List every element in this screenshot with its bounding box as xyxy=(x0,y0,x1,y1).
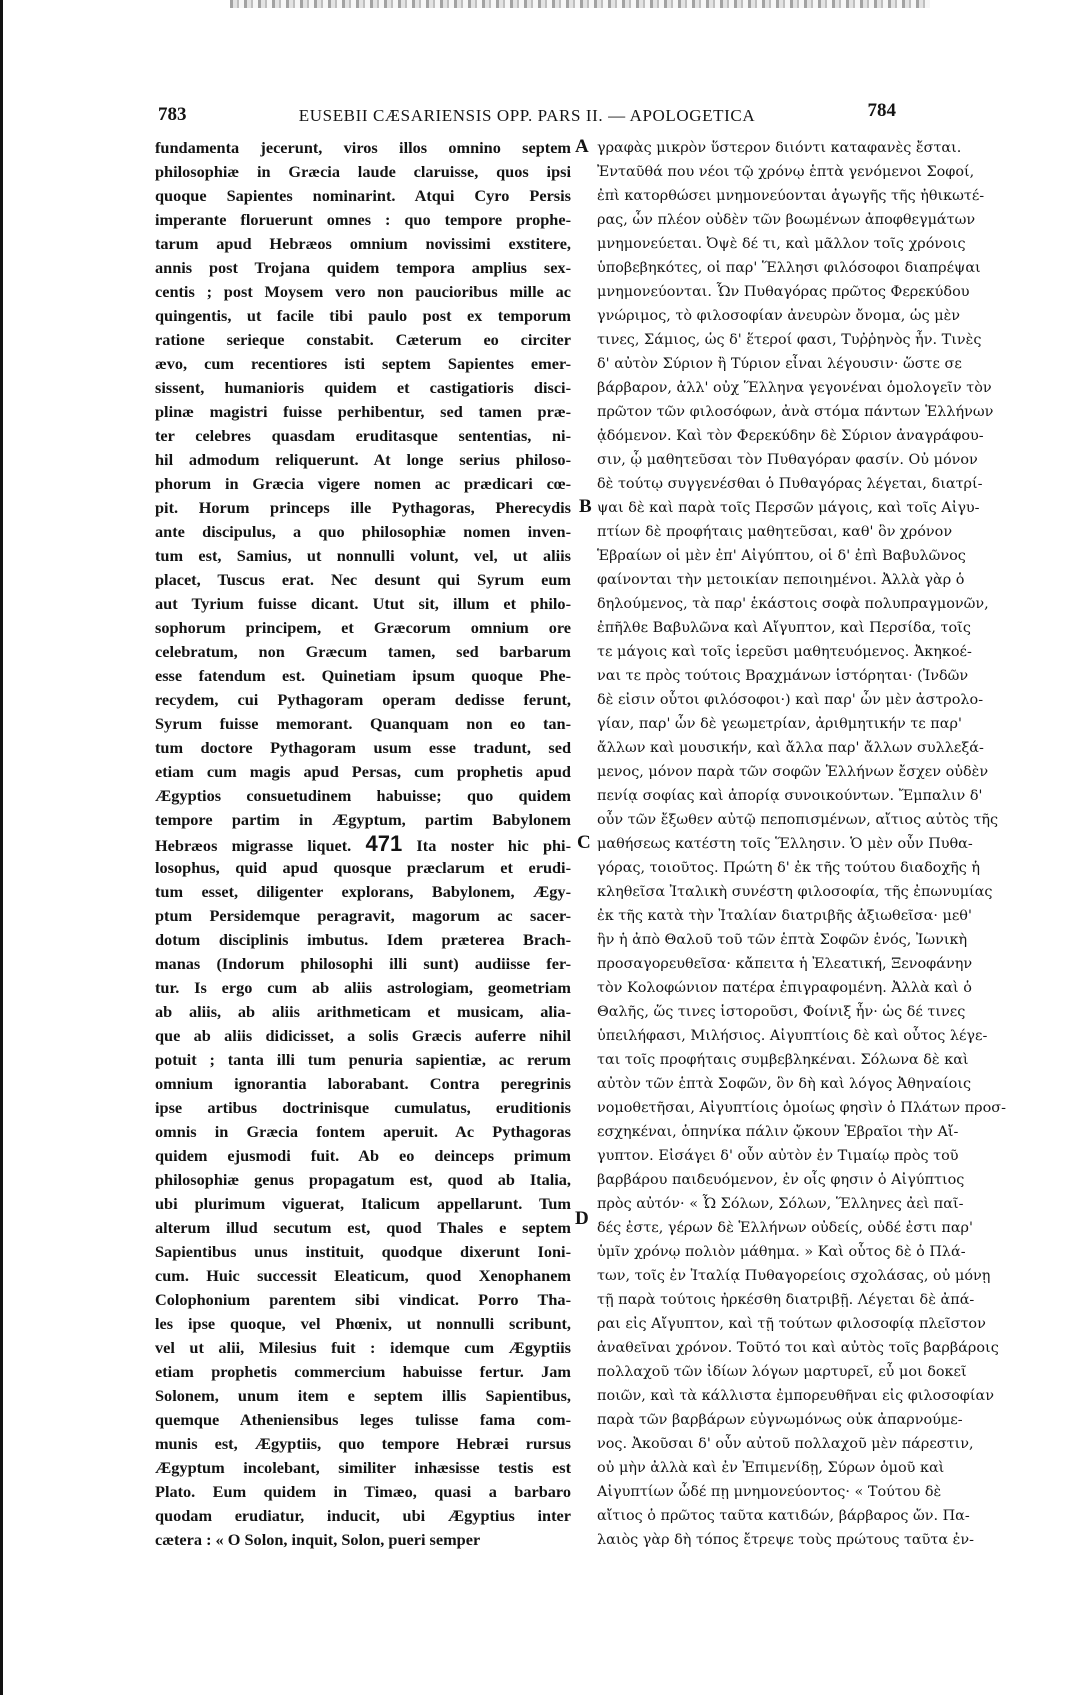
greek-text-line: λαιὸς γὰρ δὴ τόπος ἔτρεψε τοὺς πρώτους ταῦτα ἐν- xyxy=(597,1532,974,1548)
latin-text-line: annis post Trojana quidem tempora amplius sex- xyxy=(155,258,571,277)
greek-text-line: ἐκ τῆς κατὰ τὴν Ἰταλίαν διατριβῆς ἀξιωθεῖσα· μεθ' xyxy=(597,908,972,924)
greek-text-line: γνώριμος, τὸ φιλοσοφίαν ἀνευρὼν ὄνομα, ὡς μὲν xyxy=(597,308,961,324)
greek-text-line: τῇ παρὰ τούτοις ἠρκέσθη διατριβῇ. Λέγεται δὲ ἀπά- xyxy=(597,1292,975,1308)
latin-text-line: tur. Is ergo cum ab aliis astrologiam, geometriam xyxy=(155,978,571,997)
latin-text-line: phorum in Græcia vigere nomen ac prædicari cœ- xyxy=(155,474,571,493)
greek-text-line: βάρβαρον, ἀλλ' οὐχ Ἕλληνα γεγονέναι ὁμολογεῖν τὸν xyxy=(597,380,992,396)
latin-text-line: aut Tyrium fuisse dicant. Utut sit, illum et philo- xyxy=(155,594,571,613)
latin-text-line: tarum apud Hebræos omnium novissimi exstitere, xyxy=(155,234,571,253)
greek-text-line: δές ἐστε, γέρων δὲ Ἑλλήνων οὐδείς, οὐδέ ἐστι παρ' xyxy=(597,1220,973,1236)
latin-text-line: Colophonium parentem sibi vindicat. Porro Tha- xyxy=(155,1290,571,1309)
greek-text-line: πενίᾳ σοφίας καὶ ἀπορίᾳ συνοικούντων. Ἔμπαλιν δ' xyxy=(597,788,983,804)
latin-text-line: Ægyptios consuetudinem habuisse; quo quidem xyxy=(155,786,571,805)
latin-text-line: sophorum principem, et Græcorum omnium ore xyxy=(155,618,571,637)
latin-text-line: plinæ magistri fuisse perhibentur, sed tamen præ- xyxy=(155,402,571,421)
page-number-right: 784 xyxy=(867,100,896,121)
greek-text-line: ᾀδόμενον. Καὶ τὸν Φερεκύδην δὲ Σύριον ἀναγράφου- xyxy=(597,428,984,444)
page-number-left: 783 xyxy=(158,104,187,125)
greek-text-line: ὑπειλήφασι, Μιλήσιος. Αἰγυπτίοις δὲ καὶ οὗτος λέγε- xyxy=(597,1028,988,1044)
greek-text-line: ραι εἰς Αἴγυπτον, καὶ τῇ τούτων φιλοσοφίᾳ πλεῖστον xyxy=(597,1316,986,1332)
greek-text-line: τε μάγοις καὶ τοῖς ἱερεῦσι μαθητευόμενος. Ἀκηκοέ- xyxy=(597,644,972,660)
greek-text-line: πρὸς αὐτόν· « Ὦ Σόλων, Σόλων, Ἕλληνες ἀεὶ παῖ- xyxy=(597,1196,964,1212)
latin-text-line: ptum Persidemque peragravit, magorum ac sacer- xyxy=(155,906,571,925)
greek-text-line: νομοθετῆσαι, Αἰγυπτίοις ὁμοίως φησὶν ὁ Πλάτων προσ- xyxy=(597,1100,1006,1116)
latin-text-line: potuit ; tanta illi tum penuria sapientiæ, ac rerum xyxy=(155,1050,571,1069)
greek-text-line: δηλούμενος, τὰ παρ' ἑκάστοις σοφὰ πολυπραγμονῶν, xyxy=(597,596,989,612)
greek-text-line: σιν, ᾧ μαθητεῦσαι τὸν Πυθαγόραν φασίν. Οὐ μόνον xyxy=(597,452,978,468)
greek-text-line: δὲ τούτῳ συγγενέσθαι ὁ Πυθαγόρας λέγεται, διατρί- xyxy=(597,476,983,492)
latin-text-line: cum. Huic successit Eleaticum, quod Xenophanem xyxy=(155,1266,571,1285)
greek-text-line: τὸν Κολοφώνιον πατέρα ἐπιγραφομένη. Ἀλλὰ καὶ ὁ xyxy=(597,980,972,996)
latin-text-line: Sapientibus unus instituit, quodque dixerunt Ioni- xyxy=(155,1242,571,1261)
greek-text-line: αὐτὸν τῶν ἑπτὰ Σοφῶν, ὃν δὴ καὶ λόγος Ἀθηναίοις xyxy=(597,1076,972,1092)
greek-text-line: οὐ μὴν ἀλλὰ καὶ ἐν Ἐπιμενίδῃ, Σύρων ὁμοῦ καὶ xyxy=(597,1460,945,1476)
latin-text-line: que ab aliis didicisset, a solis Græcis auferre nihil xyxy=(155,1026,571,1045)
greek-text-line: τινες, Σάμιος, ὡς δ' ἕτεροί φασι, Τυῤῥηνὸς ἦν. Τινὲς xyxy=(597,332,982,348)
greek-text-line: φαίνονται τὴν μετοικίαν πεποιημένοι. Ἀλλὰ γὰρ ὁ xyxy=(597,572,965,588)
scan-artifact xyxy=(230,0,930,8)
greek-text-line: πτίων δὲ προφήταις μαθητεῦσαι, καθ' ὃν χρόνον xyxy=(597,524,953,540)
greek-text-line: ψαι δὲ καὶ παρὰ τοῖς Περσῶν μάγοις, καὶ τοῖς Αἰγυ- xyxy=(597,500,980,516)
latin-text-line: cætera : « O Solon, inquit, Solon, pueri semper xyxy=(155,1530,481,1549)
latin-text-line: quidem ejusmodi fuit. Ab eo deinceps primum xyxy=(155,1146,571,1165)
latin-text-line: ter celebres quasdam eruditasque sententias, ni- xyxy=(155,426,571,445)
greek-text-column xyxy=(597,136,1006,1552)
section-marker-b: B xyxy=(579,496,592,517)
latin-text-column xyxy=(155,136,571,1552)
latin-text-line: hil admodum reliquerunt. At longe serius philoso- xyxy=(155,450,571,469)
latin-text-line: tum esset, diligenter explorans, Babylonem, Ægy- xyxy=(155,882,571,901)
latin-text-line: philosophiæ in Græcia laude claruisse, quos ipsi xyxy=(155,162,571,181)
latin-text-line: placet, Tuscus erat. Nec desunt qui Syrum eum xyxy=(155,570,571,589)
latin-text-line: quingentis, ut facile tibi paulo post ex temporum xyxy=(155,306,571,325)
greek-text-line: ἣν ἡ ἀπὸ Θαλοῦ τοῦ τῶν ἑπτὰ Σοφῶν ἑνός, Ἰωνικὴ xyxy=(597,932,968,948)
greek-text-line: κληθεῖσα Ἰταλικὴ συνέστη φιλοσοφία, τῆς ἐπωνυμίας xyxy=(597,884,993,900)
latin-text-line: ipse artibus doctrinisque cumulatus, eruditionis xyxy=(155,1098,571,1117)
latin-text-line: quemque Atheniensibus leges tulisse fama com- xyxy=(155,1410,571,1429)
latin-text-line: quodam erudiatur, inducit, ubi Ægyptius inter xyxy=(155,1506,571,1525)
section-marker-c: C xyxy=(577,832,591,853)
greek-text-line: αἴτιος ὁ πρῶτος ταῦτα κατιδών, βάρβαρος ὤν. Πα- xyxy=(597,1508,970,1524)
latin-text-line: celebratum, non Græcum tamen, sed barbarum xyxy=(155,642,571,661)
latin-text-line: tum est, Samius, ut nonnulli volunt, vel, ut aliis xyxy=(155,546,571,565)
latin-text-line: centis ; post Moysem vero non paucioribus mille ac xyxy=(155,282,571,301)
greek-text-line: νος. Ἀκοῦσαι δ' οὖν αὐτοῦ πολλαχοῦ μὲν πάρεστιν, xyxy=(597,1436,974,1452)
greek-text-line: βαρβάρου παιδευόμενον, ἐν οἷς φησιν ὁ Αἰγύπτιος xyxy=(597,1172,965,1188)
greek-text-line: μνημονεύονται. Ὧν Πυθαγόρας πρῶτος Φερεκύδου xyxy=(597,284,970,300)
latin-text-line: dotum disciplinis imbutus. Idem præterea Brach- xyxy=(155,930,571,949)
latin-text-line: tum doctore Pythagoram usum esse tradunt, sed xyxy=(155,738,571,757)
running-header xyxy=(158,100,896,134)
latin-text-line: philosophiæ genus propagatum est, quod ab Italia, xyxy=(155,1170,571,1189)
latin-text-line: esse fatendum est. Quinetiam ipsum quoque Phe- xyxy=(155,666,571,685)
latin-text-line: imperante floruerunt omnes : quo tempore prophe- xyxy=(155,210,571,229)
greek-text-line: δὲ εἰσιν οὗτοι φιλόσοφοι·) καὶ παρ' ὧν μὲν ἀστρολο- xyxy=(597,692,984,708)
latin-text-line: ante discipulus, a quo philosophiæ nomen inven- xyxy=(155,522,571,541)
greek-text-line: ἄλλων καὶ μουσικήν, καὶ ἄλλα παρ' ἄλλων συλλεξά- xyxy=(597,740,984,756)
latin-text-line: munis est, Ægyptiis, quo tempore Hebræi rursus xyxy=(155,1434,571,1453)
greek-text-line: ὑποβεβηκότες, οἱ παρ' Ἕλλησι φιλόσοφοι διαπρέψαι xyxy=(597,260,981,276)
greek-text-line: παρὰ τῶν βαρβάρων εὐγνωμόνως οὐκ ἀπαρνούμε- xyxy=(597,1412,963,1428)
greek-text-line: ναι τε πρὸς τούτοις Βραχμάνων ἱστόρηται· (Ἰνδῶν xyxy=(597,668,969,684)
latin-text-line: ab aliis, ab aliis arithmeticam et musicam, alia- xyxy=(155,1002,571,1021)
greek-text-line: Ἑβραίων οἱ μὲν ἐπ' Αἰγύπτου, οἱ δ' ἐπὶ Βαβυλῶνος xyxy=(597,548,966,564)
latin-text-line: manas (Indorum philosophi illi sunt) audiisse fer- xyxy=(155,954,571,973)
latin-text-line: Hebræos migrasse liquet. 471 Ita noster hic phi- xyxy=(155,831,572,856)
greek-text-line: πολλαχοῦ τῶν ἰδίων λόγων μαρτυρεῖ, εὖ μοι δοκεῖ xyxy=(597,1364,967,1380)
latin-text-line: fundamenta jecerunt, viros illos omnino septem xyxy=(155,138,571,157)
running-title: EUSEBII CÆSARIENSIS OPP. PARS II. — APOLOGETICA xyxy=(298,106,756,125)
greek-text-line: Αἰγυπτίων ὧδέ πῃ μνημονεύοντος· « Τούτου δὲ xyxy=(597,1484,942,1500)
section-marker-a: A xyxy=(575,136,589,157)
greek-text-line: οὖν τῶν ἔξωθεν αὐτῷ πεποπισμένων, αἴτιος αὐτὸς τῆς xyxy=(597,812,999,828)
greek-text-line: γόρας, τοιοῦτος. Πρώτη δ' ἐκ τῆς τούτου διαδοχῆς ἡ xyxy=(597,860,981,876)
greek-text-line: μαθήσεως κατέστη τοῖς Ἕλλησιν. Ὁ μὲν οὖν Πυθα- xyxy=(597,836,973,852)
greek-text-line: ται τοῖς προφήταις συμβεβληκέναι. Σόλωνα δὲ καὶ xyxy=(597,1052,969,1068)
latin-text-line: omnium ignorantia laborabant. Contra peregrinis xyxy=(155,1074,571,1093)
greek-text-line: ἐπὶ κατορθώσει μνημονεύονται ἀγωγῆς τῆς ἠθικωτέ- xyxy=(597,188,985,204)
latin-text-line: losophus, quid apud quosque præclarum et erudi- xyxy=(155,858,571,877)
section-marker-d: D xyxy=(575,1208,589,1229)
latin-text-line: ubi plurimum viguerat, Italicum appellarunt. Tum xyxy=(155,1194,571,1213)
latin-text-line: vel ut alii, Milesius fuit : idemque cum Ægyptiis xyxy=(155,1338,571,1357)
latin-text-line: recydem, cui Pythagoram operam dedisse ferunt, xyxy=(155,690,571,709)
latin-text-line: les ipse quoque, vel Phœnix, ut nonnulli scribunt, xyxy=(155,1314,571,1333)
latin-text-line: alterum illud secutum est, quod Thales e septem xyxy=(155,1218,571,1237)
greek-text-line: των, τοῖς ἐν Ἰταλίᾳ Πυθαγορείοις σχολάσας, οὐ μόνῃ xyxy=(597,1268,991,1284)
greek-text-line: πρῶτον τῶν φιλοσόφων, ἀνὰ στόμα πάντων Ἑλλήνων xyxy=(597,404,994,420)
latin-text-line: Syrum fuisse memorant. Quanquam non eo tan- xyxy=(155,714,571,733)
greek-text-line: δ' αὐτὸν Σύριον ἢ Τύριον εἶναι λέγουσιν· ὥστε σε xyxy=(597,356,962,372)
greek-text-line: ποιῶν, καὶ τὰ κάλλιστα ἐμπορευθῆναι εἰς φιλοσοφίαν xyxy=(597,1388,994,1404)
inline-page-number: 471 xyxy=(365,831,403,856)
greek-text-line: γραφὰς μικρὸν ὕστερον διιόντι καταφανὲς ἔσται. xyxy=(597,140,962,156)
latin-text-line: ratione serieque constabit. Cæterum eo circiter xyxy=(155,330,571,349)
greek-text-line: γίαν, παρ' ὧν δὲ γεωμετρίαν, ἀριθμητικήν τε παρ' xyxy=(597,716,962,732)
latin-text-line: ævo, cum recentiores isti septem Sapientes emer- xyxy=(155,354,571,373)
greek-text-line: προσαγορευθεῖσα· κἄπειτα ἡ Ἐλεατική, Ξενοφάνην xyxy=(597,956,973,972)
greek-text-line: ἐπῆλθε Βαβυλῶνα καὶ Αἴγυπτον, καὶ Περσίδα, τοῖς xyxy=(597,620,971,636)
latin-text-line: Plato. Eum quidem in Timæo, quasi a barbaro xyxy=(155,1482,571,1501)
latin-text-line: sissent, humanioris quidem et castigatioris disci- xyxy=(155,378,571,397)
latin-text-line: etiam cum magis apud Persas, cum prophetis apud xyxy=(155,762,571,781)
greek-text-line: ὑμῖν χρόνῳ πολιὸν μάθημα. » Καὶ οὗτος δὲ ὁ Πλά- xyxy=(597,1244,966,1260)
latin-text-line: Solonem, unum item e septem illis Sapientibus, xyxy=(155,1386,571,1405)
latin-text-line: omnis in Græcia fontem aperuit. Ac Pythagoras xyxy=(155,1122,571,1141)
greek-text-line: μνημονεύεται. Ὀψὲ δέ τι, καὶ μᾶλλον τοῖς χρόνοις xyxy=(597,236,966,252)
greek-text-line: Θαλῆς, ὥς τινες ἱστοροῦσι, Φοίνιξ ἦν· ὡς δέ τινες xyxy=(597,1004,966,1020)
latin-text-line: etiam prophetis commercium habuisse fertur. Jam xyxy=(155,1362,571,1381)
greek-text-line: Ἐνταῦθά που νέοι τῷ χρόνῳ ἑπτὰ γενόμενοι Σοφοί, xyxy=(597,164,975,180)
greek-text-line: ρας, ὧν πλέον οὐδὲν τῶν βοωμένων ἀποφθεγμάτων xyxy=(597,212,976,228)
latin-text-line: tempore partim in Ægyptum, partim Babylonem xyxy=(155,810,571,829)
greek-text-line: γυπτον. Εἰσάγει δ' οὖν αὐτὸν ἐν Τιμαίῳ πρὸς τοῦ xyxy=(597,1148,959,1164)
greek-text-line: ἀναθεῖναι χρόνον. Τοῦτό τοι καὶ αὐτὸς τοῖς βαρβάροις xyxy=(597,1340,999,1356)
latin-text-line: Ægyptum incolebant, similiter inhæsisse testis est xyxy=(155,1458,571,1477)
latin-text-line: quoque Sapientes nominarint. Atqui Cyro Persis xyxy=(155,186,571,205)
greek-text-line: μενος, μόνον παρὰ τῶν σοφῶν Ἑλλήνων ἔσχεν οὐδὲν xyxy=(597,764,989,780)
page-edge xyxy=(0,0,3,1695)
greek-text-line: εσχηκέναι, ὁπηνίκα πάλιν ᾤκουν Ἑβραῖοι τὴν Αἴ- xyxy=(597,1124,959,1140)
latin-text-line: pit. Horum princeps ille Pythagoras, Pherecydis xyxy=(155,498,571,517)
